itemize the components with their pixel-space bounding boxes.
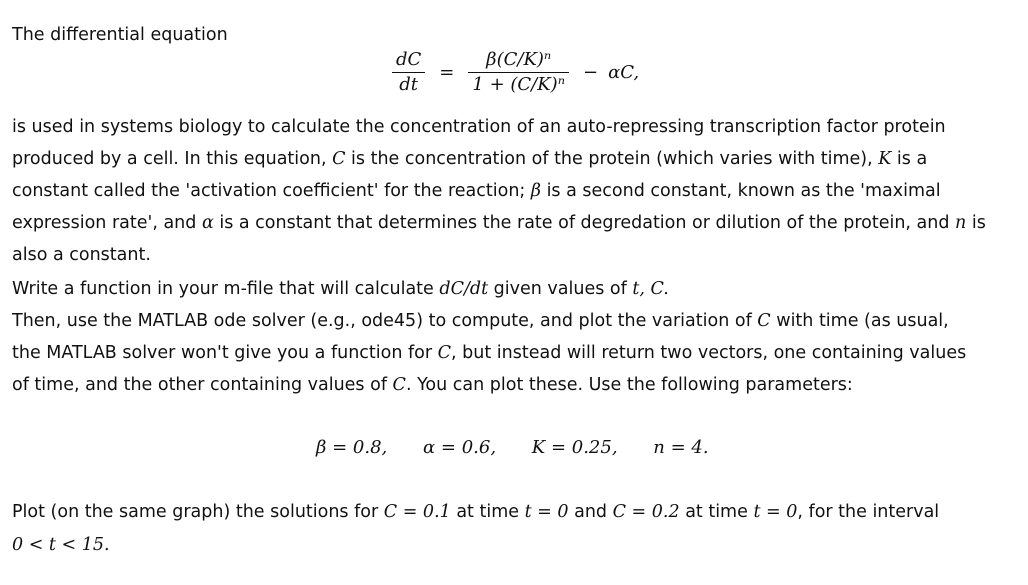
equals-sign: = xyxy=(439,61,455,83)
time-interval: 0 < t < 15. xyxy=(12,535,110,555)
para4-line1-b: at time xyxy=(450,502,525,522)
param-beta: β = 0.8, xyxy=(316,437,388,458)
para3-line3 xyxy=(12,373,853,397)
degradation-term: αC, xyxy=(608,61,640,83)
para3-line2-a: the MATLAB solver won't give you a function for xyxy=(12,343,438,363)
time-zero-1: t = 0 xyxy=(524,502,569,522)
para1-line4-a: expression rate', and xyxy=(12,213,202,233)
para3-line1-a: Then, use the MATLAB ode solver (e.g., ode45) to compute, and plot the variation of xyxy=(12,311,758,331)
vars-t-C: t, C. xyxy=(632,279,669,299)
var-C: C xyxy=(757,311,771,331)
para1-line4 xyxy=(12,211,986,235)
para1-line1: is used in systems biology to calculate the concentration of an auto-repressing transcription factor protein xyxy=(12,117,946,137)
var-n: n xyxy=(955,213,967,233)
intro-text: The differential equation xyxy=(12,25,228,45)
var-K: K xyxy=(878,149,892,169)
param-n: n = 4. xyxy=(653,437,709,458)
para4-line1-a: Plot (on the same graph) the solutions for xyxy=(12,502,384,522)
time-zero-2: t = 0 xyxy=(753,502,798,522)
rhs-denominator: 1 + (C/K)ⁿ xyxy=(472,73,565,95)
para3-line3-a: of time, and the other containing values of xyxy=(12,375,393,395)
para1-line2-c: is a xyxy=(891,149,928,169)
para1-line4-c: is xyxy=(966,213,986,233)
differential-equation xyxy=(388,42,639,102)
lhs-numerator: dC xyxy=(396,48,422,70)
var-alpha: α xyxy=(201,213,214,233)
para1-line3-a: constant called the 'activation coefficient' for the reaction; xyxy=(12,181,531,201)
para2-text: Write a function in your m-file that will calculate xyxy=(12,279,440,299)
para2 xyxy=(12,277,669,301)
param-alpha: α = 0.6, xyxy=(423,437,497,458)
para1-line3 xyxy=(12,179,941,203)
lhs-fraction xyxy=(392,48,425,97)
parameter-list xyxy=(316,436,709,460)
para1-line4-b: is a constant that determines the rate of degredation or dilution of the protein, and xyxy=(213,213,956,233)
para1-line2-a: produced by a cell. In this equation, xyxy=(12,149,333,169)
para3-line2 xyxy=(12,341,966,365)
var-beta: β xyxy=(530,181,541,201)
para2-mid: given values of xyxy=(488,279,633,299)
para4-line1-e: , for the interval xyxy=(797,502,940,522)
para3-line3-b: . You can plot these. Use the following parameters: xyxy=(405,375,853,395)
rhs-fraction xyxy=(468,48,569,97)
para1-line2 xyxy=(12,147,927,171)
derivative-expr: dC/dt xyxy=(439,279,489,299)
para3-line1-b: with time (as usual, xyxy=(770,311,949,331)
lhs-denominator: dt xyxy=(399,73,419,95)
para4-line1 xyxy=(12,500,939,524)
param-K: K = 0.25, xyxy=(531,437,618,458)
initial-condition-1: C = 0.1 xyxy=(383,502,451,522)
para4-line1-d: at time xyxy=(679,502,754,522)
para3-line2-b: , but instead will return two vectors, one containing values xyxy=(451,343,967,363)
initial-condition-2: C = 0.2 xyxy=(612,502,680,522)
para4-line1-c: and xyxy=(568,502,613,522)
minus-sign: − xyxy=(583,61,599,83)
rhs-numerator: β(C/K)ⁿ xyxy=(486,48,552,70)
para1-line2-b: is the concentration of the protein (which varies with time), xyxy=(345,149,879,169)
para3-line1 xyxy=(12,309,949,333)
var-C: C xyxy=(437,343,452,363)
para1-line3-b: is a second constant, known as the 'maximal xyxy=(541,181,941,201)
var-C: C xyxy=(392,375,406,395)
var-C: C xyxy=(332,149,346,169)
para1-line5: also a constant. xyxy=(12,245,151,265)
